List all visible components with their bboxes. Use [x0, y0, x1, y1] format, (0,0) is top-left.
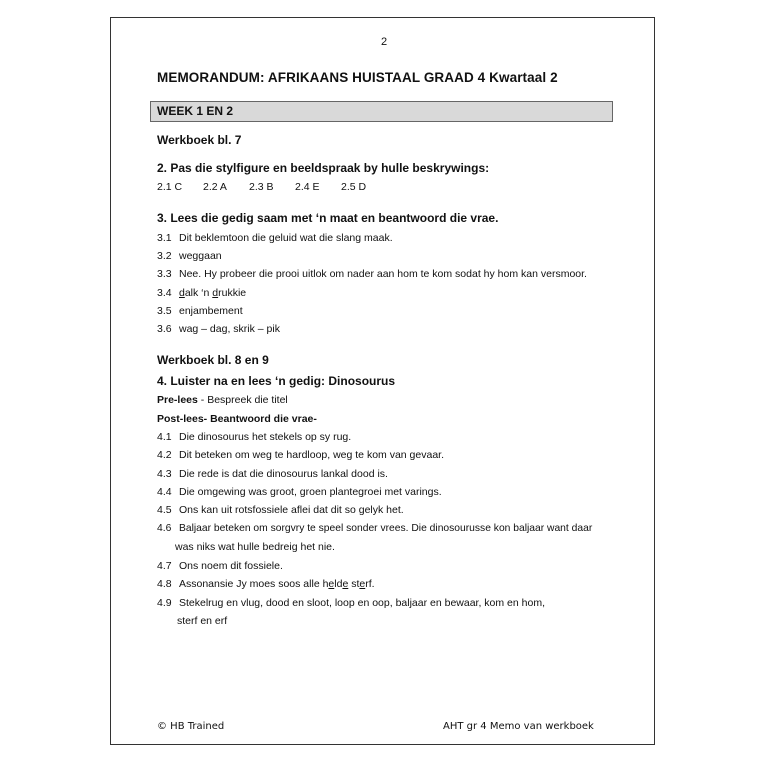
post-lees-line: Post-lees- Beantwoord die vrae-: [157, 413, 317, 425]
item-number: 3.2: [157, 250, 172, 262]
q2-answer: 2.1 C: [157, 181, 183, 193]
q4-item-continuation: was niks wat hulle bedreig het nie.: [175, 541, 335, 553]
q2-answer: 2.5 D: [341, 181, 367, 193]
week-header-box: [150, 101, 613, 122]
item-text: enjambement: [179, 305, 243, 317]
item-text: wag – dag, skrik – pik: [179, 323, 280, 335]
q2-answers: [157, 181, 366, 193]
q4-item-continuation: sterf en erf: [177, 615, 228, 627]
item-number: 3.3: [157, 268, 172, 280]
item-text: alk ‘n: [184, 287, 213, 299]
section1-heading: Werkboek bl. 7: [157, 133, 242, 147]
item-number: 4.8: [157, 578, 172, 590]
q4-item: [157, 431, 351, 443]
item-text-underlined: e: [342, 578, 349, 590]
week-header: WEEK 1 EN 2: [157, 104, 234, 118]
item-text: Ons noem dit fossiele.: [179, 560, 283, 572]
page-number: 2: [381, 36, 388, 48]
item-text: Assonansie Jy moes soos alle h: [179, 578, 329, 590]
item-text: ld: [334, 578, 343, 590]
item-text: Die omgewing was groot, groen plantegroei met varings.: [179, 486, 442, 498]
q4-item: [157, 597, 545, 609]
q4-heading: 4. Luister na en lees ‘n gedig: Dinosourus: [157, 374, 396, 388]
item-text: Dit beklemtoon die geluid wat die slang maak.: [179, 232, 393, 244]
q2-answer: 2.4 E: [295, 181, 320, 193]
item-number: 4.5: [157, 504, 172, 516]
q4-item: [157, 449, 444, 461]
item-text: Die rede is dat die dinosourus lankal dood is.: [179, 468, 388, 480]
pre-lees-line: [157, 394, 288, 406]
pre-lees-text: - Bespreek die titel: [197, 394, 288, 406]
item-text-underlined: e: [359, 578, 366, 590]
item-text-underlined: e: [328, 578, 335, 590]
q4-item: [157, 578, 375, 590]
document-page: [110, 17, 655, 745]
item-text: Ons kan uit rotsfossiele aflei dat dit so gelyk het.: [179, 504, 404, 516]
item-text: rf.: [365, 578, 375, 590]
q4-item: [157, 504, 404, 516]
item-number: 4.4: [157, 486, 172, 498]
item-text: st: [348, 578, 360, 590]
item-text: rukkie: [218, 287, 247, 299]
q2-answer: 2.2 A: [203, 181, 227, 193]
q3-item: [157, 232, 393, 244]
footer-left: © HB Trained: [157, 721, 225, 732]
item-number: 4.6: [157, 523, 172, 534]
item-text: Nee. Hy probeer die prooi uitlok om nader aan hom te kom sodat hy hom kan versmoor.: [179, 268, 587, 280]
q2-answer: 2.3 B: [249, 181, 274, 193]
item-number: 3.5: [157, 305, 172, 317]
item-number: 4.7: [157, 560, 172, 572]
item-number: 4.9: [157, 597, 172, 609]
section2-heading: Werkboek bl. 8 en 9: [157, 353, 269, 367]
q3-item: [157, 268, 587, 280]
item-text: Die dinosourus het stekels op sy rug.: [179, 431, 352, 443]
item-number: 4.1: [157, 431, 172, 443]
item-text: Baljaar beteken om sorgvry te speel sonder vrees. Die dinosourusse kon baljaar want daar: [179, 523, 593, 534]
q4-item: [157, 468, 388, 480]
page-title: MEMORANDUM: AFRIKAANS HUISTAAL GRAAD 4 Kwartaal 2: [157, 70, 558, 85]
q4-item: [157, 523, 592, 534]
pre-lees-label: Pre-lees: [157, 394, 198, 406]
q3-item: [157, 305, 243, 317]
item-text: Dit beteken om weg te hardloop, weg te kom van gevaar.: [179, 449, 444, 461]
item-number: 4.2: [157, 449, 172, 461]
q2-heading: 2. Pas die stylfigure en beeldspraak by hulle beskrywings:: [157, 161, 490, 175]
q3-item: [157, 287, 246, 299]
q4-item: [157, 486, 442, 498]
q3-item: [157, 323, 280, 335]
item-text: weggaan: [179, 250, 222, 262]
item-text-underlined: d: [212, 287, 219, 299]
item-number: 3.6: [157, 323, 172, 335]
item-text: Stekelrug en vlug, dood en sloot, loop en oop, baljaar en bewaar, kom en hom,: [179, 597, 545, 609]
item-number: 4.3: [157, 468, 172, 480]
footer-right: AHT gr 4 Memo van werkboek: [443, 721, 594, 732]
item-text-underlined: d: [179, 287, 185, 299]
item-number: 3.1: [157, 232, 172, 244]
q4-item: [157, 560, 283, 572]
q3-heading: 3. Lees die gedig saam met ‘n maat en beantwoord die vrae.: [157, 211, 499, 225]
item-number: 3.4: [157, 287, 172, 299]
q3-item: [157, 250, 222, 262]
